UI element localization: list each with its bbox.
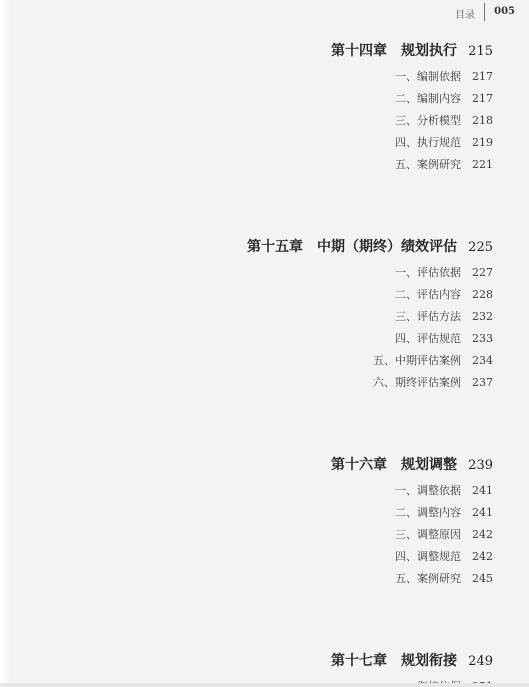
entry-label: 二、调整内容 — [395, 506, 461, 519]
entry-page: 228 — [472, 288, 493, 301]
chapter-17 — [331, 650, 493, 687]
chapter-15 — [247, 236, 493, 394]
chapter-page: 249 — [468, 654, 493, 669]
chapter-title-row[interactable] — [247, 236, 493, 256]
entry-page: 232 — [472, 310, 493, 323]
entry-page: 241 — [472, 484, 493, 497]
running-header-title: 目录 — [455, 10, 475, 21]
running-header-page-number: 005 — [494, 6, 515, 17]
entry-label: 五、案例研究 — [395, 158, 461, 171]
entry-label: 一、评估依据 — [395, 266, 461, 279]
entry-label: 三、分析模型 — [395, 114, 461, 127]
chapter-title-row[interactable] — [331, 454, 493, 474]
toc-entry[interactable] — [247, 350, 493, 372]
entry-page: 233 — [472, 332, 493, 345]
entry-label: 三、调整原因 — [395, 528, 461, 541]
chapter-page: 239 — [468, 458, 493, 473]
chapter-title-row[interactable] — [331, 40, 493, 60]
entry-page: 242 — [472, 528, 493, 541]
chapter-page: 215 — [468, 44, 493, 59]
entry-page: 217 — [472, 70, 493, 83]
toc-entry[interactable] — [247, 306, 493, 328]
entry-page: 245 — [472, 572, 493, 585]
entry-label: 五、中期评估案例 — [373, 354, 461, 367]
page-edge — [0, 0, 12, 687]
toc-entry[interactable] — [247, 328, 493, 350]
entry-label: 三、评估方法 — [395, 310, 461, 323]
toc-entry[interactable] — [247, 262, 493, 284]
toc-entry[interactable] — [331, 568, 493, 590]
chapter-title: 第十七章 规划衔接 — [331, 653, 457, 669]
entry-page: 217 — [472, 92, 493, 105]
chapter-title: 第十四章 规划执行 — [331, 43, 457, 59]
entry-page: 241 — [472, 506, 493, 519]
entry-label: 五、案例研究 — [395, 572, 461, 585]
toc-entry[interactable] — [331, 66, 493, 88]
entry-page: 242 — [472, 550, 493, 563]
toc-entry[interactable] — [331, 154, 493, 176]
entry-page: 227 — [472, 266, 493, 279]
toc-entry[interactable] — [331, 480, 493, 502]
toc-entry[interactable] — [247, 284, 493, 306]
toc-entry[interactable] — [331, 524, 493, 546]
toc-page — [12, 0, 529, 687]
entry-label: 六、期终评估案例 — [373, 376, 461, 389]
chapter-page: 225 — [468, 240, 493, 255]
chapter-title-row[interactable] — [331, 650, 493, 670]
entry-page: 237 — [472, 376, 493, 389]
chapter-title: 第十六章 规划调整 — [331, 457, 457, 473]
entry-label: 四、调整规范 — [395, 550, 461, 563]
toc-entry[interactable] — [331, 88, 493, 110]
toc-entry[interactable] — [331, 546, 493, 568]
entry-page: 234 — [472, 354, 493, 367]
entry-page: 219 — [472, 136, 493, 149]
toc-entry[interactable] — [331, 132, 493, 154]
page-bottom-edge — [0, 683, 529, 687]
entry-label: 一、编制依据 — [395, 70, 461, 83]
entry-label: 一、调整依据 — [395, 484, 461, 497]
chapter-16 — [331, 454, 493, 590]
entry-label: 二、编制内容 — [395, 92, 461, 105]
entry-label: 四、执行规范 — [395, 136, 461, 149]
entry-label: 四、评估规范 — [395, 332, 461, 345]
toc-entry[interactable] — [331, 110, 493, 132]
entry-page: 218 — [472, 114, 493, 127]
toc-entry[interactable] — [331, 502, 493, 524]
entry-page: 221 — [472, 158, 493, 171]
toc-entry[interactable] — [247, 372, 493, 394]
header-divider — [484, 3, 485, 21]
chapter-14 — [331, 40, 493, 176]
chapter-title: 第十五章 中期（期终）绩效评估 — [247, 239, 457, 255]
entry-label: 二、评估内容 — [395, 288, 461, 301]
